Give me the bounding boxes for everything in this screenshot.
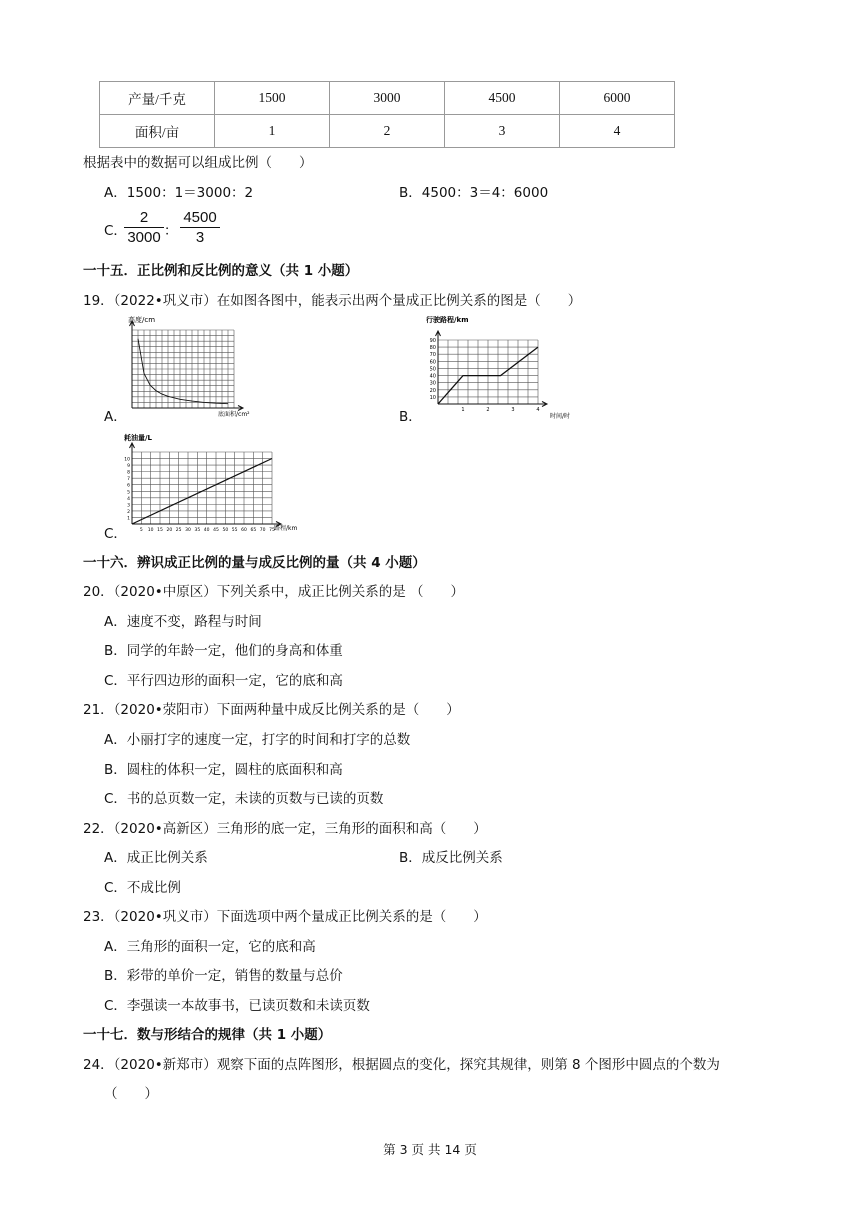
section-heading-15: 一十五．正比例和反比例的意义（共 1 小题） [83,263,359,279]
x-tick-label: 25 [175,528,182,533]
page-footer: 第 3 页 共 14 页 [383,1142,477,1157]
q24-answer-paren: （ ） [104,1086,158,1102]
y-tick-label: 9 [127,464,130,470]
y-tick-label: 5 [127,490,130,496]
x-tick-label: 55 [231,528,238,533]
q21-option-c: C．书的总页数一定，未读的页数与已读的页数 [104,791,384,807]
x-tick-label: 70 [259,528,266,533]
x-tick-label: 20 [166,528,173,533]
y-tick-label: 4 [127,496,130,502]
q18-colon: ： [164,223,178,239]
q18-fraction-1 [124,209,164,246]
y-tick-label: 50 [429,366,436,373]
x-tick-label: 2 [486,407,490,413]
x-tick-label: 45 [213,528,219,533]
chart-c [118,430,298,540]
y-tick-label: 2 [127,509,130,515]
series-line [138,339,228,404]
table-cell: 3000 [330,82,445,115]
section-heading-17: 一十七．数与形结合的规律（共 1 小题） [83,1027,332,1043]
q19-stem: 19．（2022•巩义市）在如图各图中，能表示出两个量成正比例关系的图是（ ） [83,293,582,309]
y-tick-label: 90 [429,338,436,344]
data-table [99,81,675,148]
x-tick-label: 5 [139,528,143,533]
q20-option-b: B．同学的年龄一定，他们的身高和体重 [104,643,343,659]
y-tick-label: 20 [429,387,436,394]
chart-b-ylabel: 行驶路程/km [426,316,469,324]
fraction-denominator: 3 [195,229,205,246]
q23-option-c: C．李强读一本故事书，已读页数和未读页数 [104,998,370,1014]
q22-option-b: B．成反比例关系 [399,850,503,866]
x-tick-label: 10 [147,528,154,533]
x-tick-label: 40 [203,528,210,533]
q22-stem: 22．（2020•高新区）三角形的底一定，三角形的面积和高（ ） [83,821,487,837]
table-row [100,115,675,148]
y-tick-label: 10 [429,394,436,401]
x-tick-label: 35 [194,528,201,533]
table-cell: 产量/千克 [100,82,215,115]
table-row [100,82,675,115]
q21-option-b: B．圆柱的体积一定，圆柱的底面积和高 [104,762,343,778]
chart-c-xlabel: 路程/km [274,525,298,532]
x-tick-label: 4 [536,407,540,413]
fraction-numerator: 4500 [183,209,217,226]
q20-option-c: C．平行四边形的面积一定，它的底和高 [104,673,343,689]
q21-stem: 21．（2020•荥阳市）下面两种量中成反比例关系的是（ ） [83,702,460,718]
y-tick-label: 7 [127,477,130,483]
y-tick-label: 60 [429,359,436,366]
table-cell: 6000 [560,82,675,115]
q18-option-b: B．4500：3＝4：6000 [399,185,549,201]
q22-option-c: C．不成比例 [104,880,181,896]
y-tick-label: 8 [127,470,130,476]
q18-fraction-2 [180,209,220,246]
x-tick-label: 30 [185,528,191,533]
table-cell: 4500 [445,82,560,115]
fraction-numerator: 2 [139,209,149,226]
x-tick-label: 60 [241,528,247,533]
table-cell: 1500 [215,82,330,115]
x-tick-label: 75 [269,528,275,533]
q24-stem: 24．（2020•新郑市）观察下面的点阵图形，根据圆点的变化，探究其规律，则第 8 个图形中圆点的个数为 [83,1057,720,1073]
q23-stem: 23．（2020•巩义市）下面选项中两个量成正比例关系的是（ ） [83,909,487,925]
q20-option-a: A．速度不变，路程与时间 [104,614,262,630]
q19-option-a-label: A． [104,409,127,425]
y-tick-label: 40 [429,373,436,380]
chart-c-ylabel: 耗油量/L [124,434,153,442]
x-tick-label: 3 [511,407,515,413]
y-tick-label: 70 [429,352,436,359]
chart-b [420,312,585,422]
y-tick-label: 10 [124,457,130,463]
chart-a [120,312,260,420]
table-cell: 面积/亩 [100,115,215,148]
q18-option-c-label: C． [104,223,127,239]
fraction-bar [124,227,164,228]
q21-option-a: A．小丽打字的速度一定，打字的时间和打字的总数 [104,732,411,748]
chart-a-ylabel: 高度/cm [128,316,156,324]
y-tick-label: 80 [429,345,436,352]
section-heading-16: 一十六．辨识成正比例的量与成反比例的量（共 4 小题） [83,555,426,571]
q18-option-a: A．1500：1＝3000：2 [104,185,254,201]
x-tick-label: 50 [222,528,229,533]
q22-option-a: A．成正比例关系 [104,850,208,866]
chart-a-xlabel: 底面积/cm² [218,411,250,418]
q18-stem: 根据表中的数据可以组成比例（ ） [83,155,313,171]
table-cell: 4 [560,115,675,148]
table-cell: 1 [215,115,330,148]
q20-stem: 20．（2020•中原区）下列关系中，成正比例关系的是 （ ） [83,584,465,600]
fraction-bar [180,227,220,228]
chart-b-xlabel: 时间/时 [550,413,571,420]
q19-option-b-label: B． [399,409,422,425]
x-tick-label: 15 [157,528,163,533]
y-tick-label: 30 [429,380,436,387]
fraction-denominator: 3000 [127,229,161,246]
x-tick-label: 1 [461,407,465,413]
table-cell: 3 [445,115,560,148]
table-cell: 2 [330,115,445,148]
y-tick-label: 1 [127,516,130,522]
q19-option-c-label: C． [104,526,127,542]
y-tick-label: 6 [127,483,130,489]
q23-option-a: A．三角形的面积一定，它的底和高 [104,939,316,955]
y-tick-label: 3 [127,503,130,509]
x-tick-label: 65 [250,528,257,533]
q23-option-b: B．彩带的单价一定，销售的数量与总价 [104,968,343,984]
